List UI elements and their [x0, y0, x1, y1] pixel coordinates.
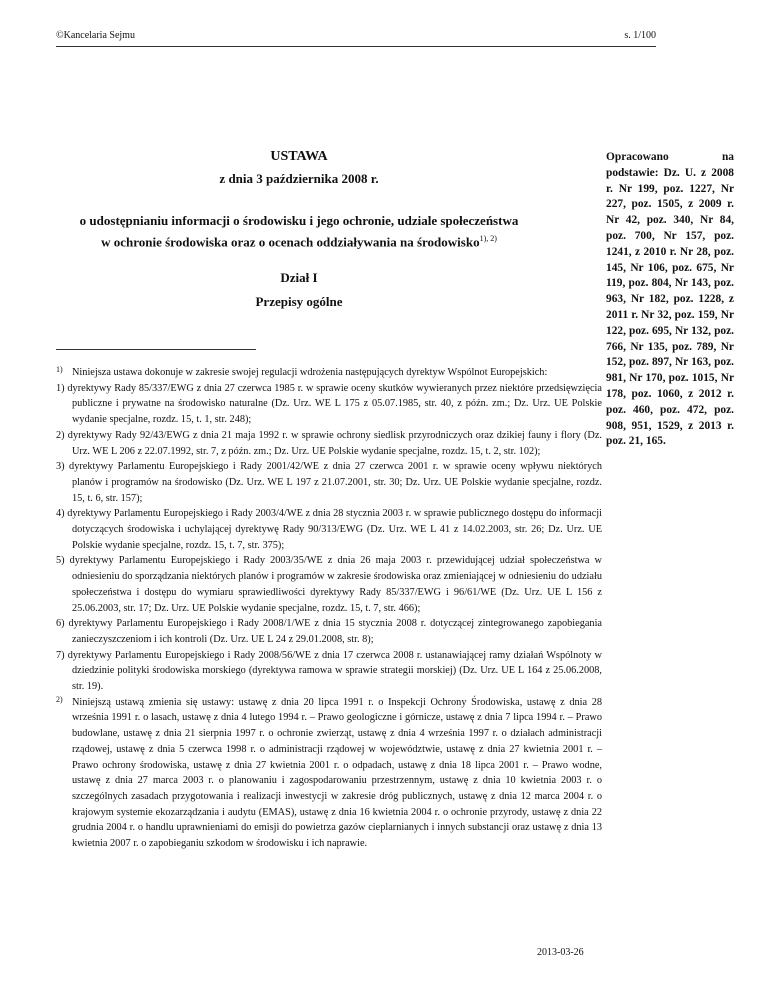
- directive-item: 3) dyrektywy Parlamentu Europejskiego i Rady 2001/42/WE z dnia 27 czerwca 2001 r. w sprawie oceny wpływu niektórych planów i programów na środowisko (Dz. Urz. WE L 197 z 21.07.2001, str. 30; Dz. Urz. UE Polskie wydanie specjalne, rozdz. 15, t. 6, str. 157);: [56, 461, 602, 504]
- act-title-line-2: w ochronie środowiska oraz o ocenach oddziaływania na środowisko: [101, 234, 480, 250]
- act-date: z dnia 3 października 2008 r.: [219, 171, 379, 186]
- directive-item: 6) dyrektywy Parlamentu Europejskiego i Rady 2008/1/WE z dnia 15 stycznia 2008 r. dotyczącej zintegrowanego zapobiegania zanieczyszczeniom i ich kontroli (Dz. Urz. UE L 24 z 29.01.2008, str. 8);: [56, 618, 602, 645]
- division-heading: Dział I: [280, 270, 318, 285]
- directive-item: 2) dyrektywy Rady 92/43/EWG z dnia 21 maja 1992 r. w sprawie ochrony siedlisk przyrodniczych oraz dzikiej fauny i flory (Dz. Urz. WE L 206 z 22.07.1992, str. 7, z późn. zm.; Dz. Urz. UE Polskie wydanie specjalne, rozdz. 15, t. 2, str. 102);: [56, 429, 602, 457]
- footer-date: 2013-03-26: [537, 947, 584, 958]
- division-title: Przepisy ogólne: [255, 294, 343, 309]
- footnote-marker: 2): [56, 694, 63, 704]
- footnote-2-text: Niniejszą ustawą zmienia się ustawy: ustawę z dnia 20 lipca 1991 r. o Inspekcji Ochrony Środowiska, ustawę z dnia 28 września 1991 r. o lasach, ustawę z dnia 4 lutego 1994 r. – Prawo geologiczne i górnicze, ustawę z dnia 7 lipca 1994 r. – Prawo budowlane, ustawę z dnia 21 sierpnia 1997 r. o ochronie zwierząt, ustawę z dnia 4 września 1997 r. o działach administracji rządowej, ustawę z dnia 5 czerwca 1998 r. o administracji rządowej w województwie, ustawę z dnia 27 kwietnia 2001 r. – Prawo ochrony środowiska, ustawę z dnia 27 kwietnia 2001 r. o odpadach, ustawę z dnia 18 lipca 2001 r. – Prawo wodne, ustawę z dnia 27 marca 2003 r. o planowaniu i zagospodarowaniu przestrzennym, ustawę z dnia 10 kwietnia 2003 r. o szczególnych zasadach przygotowania i realizacji inwestycji w zakresie dróg publicznych, ustawę z dnia 12 marca 2004 r. o krajowym systemie ekozarządzania i audytu (EMAS), ustawę z dnia 16 kwietnia 2004 r. o ochronie przyrody, ustawę z dnia 22 grudnia 2004 r. o handlu uprawnieniami do emisji do powietrza gazów cieplarnianych i innych substancji oraz ustawę z dnia 13 kwietnia 2007 r. o zapobieganiu szkodom w środowisku i ich naprawie.: [72, 696, 602, 850]
- publisher-label: ©Kancelaria Sejmu: [56, 30, 135, 41]
- footnote-2: [56, 695, 602, 852]
- source-note: Opracowano na podstawie: Dz. U. z 2008 r. Nr 199, poz. 1227, Nr 227, poz. 1505, z 2009 r. Nr 42, poz. 340, Nr 84, poz. 700, Nr 157, poz. 1241, z 2010 r. Nr 28, poz. 145, Nr 106, poz. 675, Nr 119, poz. 804, Nr 143, poz. 963, Nr 182, poz. 1228, z 2011 r. Nr 32, poz. 159, Nr 122, poz. 695, Nr 132, poz. 766, Nr 135, poz. 789, Nr 152, poz. 897, Nr 163, poz. 981, Nr 170, poz. 1015, Nr 178, poz. 1060, z 2012 r. poz. 460, poz. 472, poz. 908, 951, 1529, z 2013 r. poz. 21, 165.: [606, 151, 734, 448]
- page-number: s. 1/100: [624, 30, 656, 41]
- directive-item: 1) dyrektywy Rady 85/337/EWG z dnia 27 czerwca 1985 r. w sprawie oceny skutków wywieranych przez niektóre przedsięwzięcia publiczne i prywatne na środowisko naturalne (Dz. Urz. WE L 175 z 05.07.1985, str. 40, z późn. zm.; Dz. Urz. UE Polskie wydanie specjalne, rozdz. 15, t. 1, str. 248);: [56, 382, 602, 426]
- footnote-1: [56, 365, 602, 381]
- footnote-refs[interactable]: 1), 2): [479, 234, 497, 243]
- page-header: [56, 30, 656, 47]
- footnote-1-intro: Niniejsza ustawa dokonuje w zakresie swojej regulacji wdrożenia następujących dyrektyw Wspólnot Europejskich:: [72, 367, 548, 378]
- directive-item: 7) dyrektywy Parlamentu Europejskiego i Rady 2008/56/WE z dnia 17 czerwca 2008 r. ustanawiającej ramy działań Wspólnoty w dziedzinie polityki środowiska morskiego (dyrektywa ramowa w sprawie strategii morskiej) (Dz. Urz. UE L 164 z 25.06.2008, str. 19).: [56, 649, 602, 693]
- footnote-marker: 1): [56, 365, 63, 374]
- act-type: USTAWA: [270, 149, 328, 164]
- directive-item: 5) dyrektywy Parlamentu Europejskiego i Rady 2003/35/WE z dnia 26 maja 2003 r. przewidującej udział społeczeństwa w odniesieniu do sporządzania niektórych planów i programów w zakresie środowiska oraz zmieniającej w odniesieniu do udziału społeczeństwa i dostępu do wymiaru sprawiedliwości dyrektywy Rady 85/337/EWG i 96/61/WE (Dz. Urz. UE L 156 z 25.06.2003, str. 17; Dz. Urz. UE Polskie wydanie specjalne, rozdz. 15, t. 7, str. 466);: [56, 555, 602, 614]
- act-title-line-1: o udostępnianiu informacji o środowisku i jego ochronie, udziale społeczeństwa: [79, 213, 519, 228]
- footnotes: [56, 365, 602, 852]
- directive-item: 4) dyrektywy Parlamentu Europejskiego i Rady 2003/4/WE z dnia 28 stycznia 2003 r. w sprawie publicznego dostępu do informacji dotyczących środowiska i uchylającej dyrektywę Rady 90/313/EWG (Dz. Urz. WE L 41 z 14.02.2003, str. 26; Dz. Urz. UE Polskie wydanie specjalne, rozdz. 15, t. 7, str. 375);: [56, 508, 602, 551]
- act-title: [56, 212, 542, 251]
- footnote-separator: [56, 349, 256, 350]
